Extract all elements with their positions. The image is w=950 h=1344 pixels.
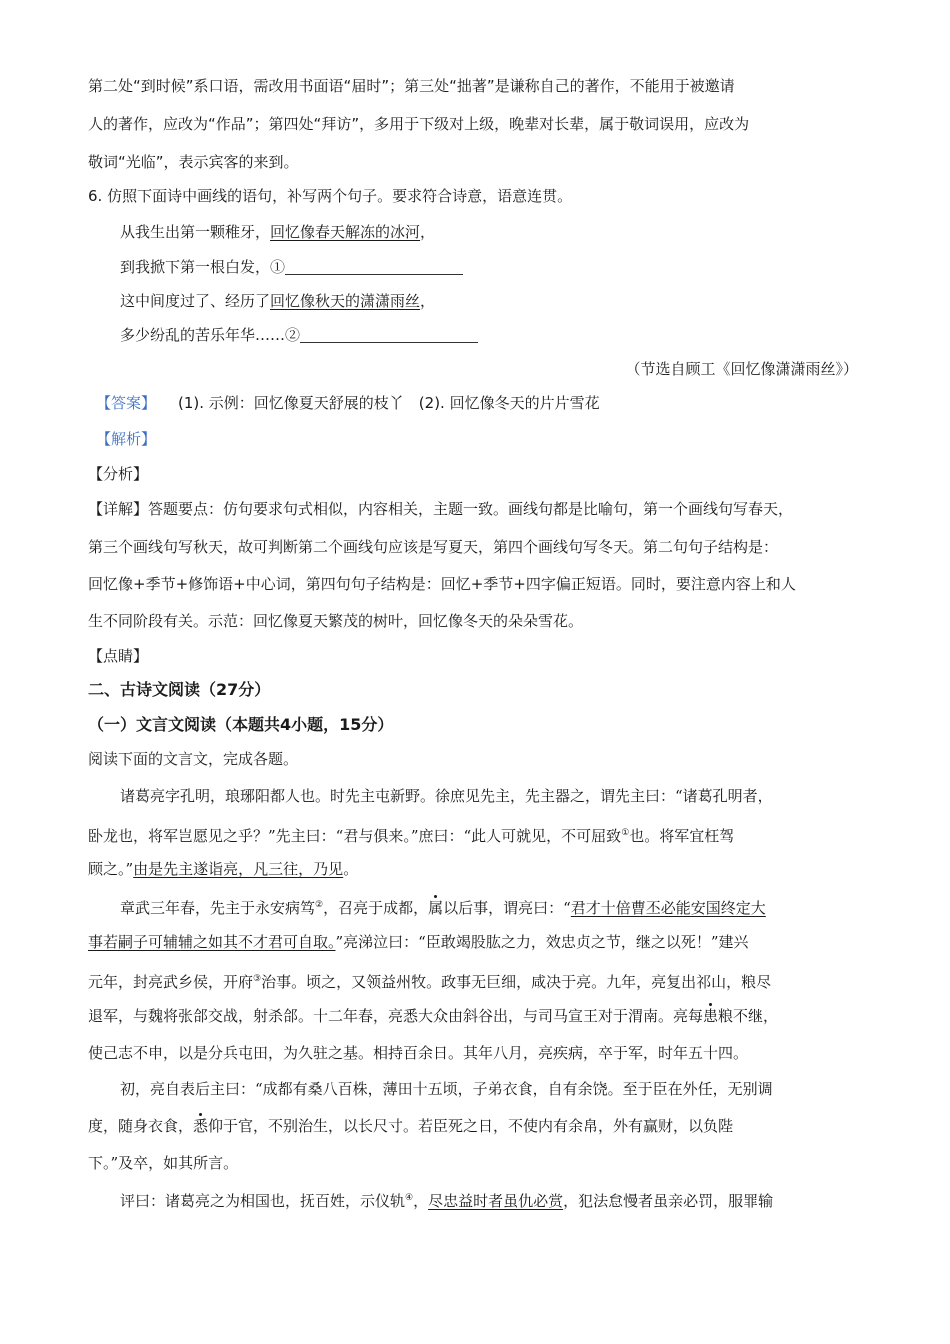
classical-text-line: 使己志不申，以是分兵屯田，为久驻之基。相持百余日。其年八月，亮疾病，卒于军，时年五十四。 [88,1044,749,1062]
underlined-sentence: 君才十倍曹丕必能安国终定大 [570,899,766,917]
section-heading: 二、古诗文阅读（27分） [88,680,271,699]
classical-text-line: 诸葛亮字孔明，琅琊阳都人也。时先主屯新野。徐庶见先主，先主器之，谓先主曰：“诸葛孔明者， [120,787,773,805]
poem-line-2: 到我掀下第一根白发，① [120,257,463,277]
question-6: 6. 仿照下面诗中画线的语句，补写两个句子。要求符合诗意，语意连贯。 [88,187,573,205]
classical-text-line: 下。”及卒，如其所言。 [88,1154,239,1172]
text-line: 敬词“光临”，表示宾客的来到。 [88,153,299,171]
answer-blank-1 [285,258,463,275]
explanation-line: 【详解】答题要点：仿句要求句式相似，内容相关，主题一致。画线句都是比喻句，第一个画线句写春天， [88,500,794,518]
underlined-phrase: 回忆像秋天的潇潇雨丝 [270,292,421,310]
classical-text-line: 退军，与魏将张郃交战，射杀郃。十二年春，亮悉大众由斜谷出，与司马宣王对于渭南。亮每患粮不继， [88,1007,779,1025]
classical-text-line: 元年，封亮武乡侯，开府③治事。顷之，又领益州牧。政事无巨细，咸决于亮。九年，亮复出祁山，粮尽 [88,973,772,991]
dotted-character: 患 [703,1007,719,1025]
classical-text-line: 卧龙也，将军岂愿见之乎？”先主曰：“君与俱来。”庶曰：“此人可就见，不可屈致①也。将军宜枉驾 [88,827,735,845]
underlined-sentence: 尽忠益时者虽仇必赏 [428,1192,564,1210]
dotted-character: 属 [428,899,444,917]
classical-text-line: 章武三年春，先主于永安病笃②，召亮于成都，属以后事，谓亮曰：“君才十倍曹丕必能安国终定大 [120,899,766,917]
text-line: 第二处“到时候”系口语，需改用书面语“届时”；第三处“拙著”是谦称自己的著作，不能用于被邀请 [88,77,735,95]
instruction-line: 阅读下面的文言文，完成各题。 [88,750,299,768]
jiexi-tag: 【解析】 [96,430,157,448]
dianjing-tag: 【点睛】 [88,647,149,665]
explanation-line: 第三个画线句写秋天，故可判断第二个画线句应该是写夏天，第四个画线句写冬天。第二句句子结构是： [88,538,779,556]
answer-blank-2 [300,326,478,343]
explanation-line: 回忆像+季节+修饰语+中心词，第四句句子结构是：回忆+季节+四字偏正短语。同时，要注意内容上和人 [88,575,796,593]
classical-text-line: 度，随身衣食，悉仰于官，不别治生，以长尺寸。若臣死之日，不使内有余帛，外有赢财，以负陛 [88,1117,734,1135]
fenxi-tag: 【分析】 [88,465,149,483]
poem-line-3: 这中间度过了、经历了回忆像秋天的潇潇雨丝， [120,292,436,310]
classical-text-line: 事若嗣子可辅辅之如其不才君可自取。”亮涕泣曰：“臣敢竭股肱之力，效忠贞之节，继之以死！”建兴 [88,933,749,951]
answer-line: 【答案】 (1). 示例：回忆像夏天舒展的枝丫 (2). 回忆像冬天的片片雪花 [96,394,600,412]
poem-line-4: 多少纷乱的苦乐年华……② [120,325,478,345]
answer-tag: 【答案】 [96,394,157,412]
poem-source: （节选自顾工《回忆像潇潇雨丝》） [625,360,858,378]
explanation-line: 生不同阶段有关。示范：回忆像夏天繁茂的树叶，回忆像冬天的朵朵雪花。 [88,612,584,630]
underlined-sentence: 由是先主遂诣亮，凡三往，乃见 [133,860,344,878]
text-line: 人的著作，应改为“作品”；第四处“拜访”，多用于下级对上级，晚辈对长辈，属于敬词误用，应改为 [88,115,750,133]
classical-text-line: 评曰：诸葛亮之为相国也，抚百姓，示仪轨④，尽忠益时者虽仇必赏，犯法怠慢者虽亲必罚，服罪输 [120,1192,774,1210]
underlined-sentence: 事若嗣子可辅辅之如其不才君可自取。 [88,933,336,951]
dotted-character: 悉 [193,1117,209,1135]
subsection-heading: （一）文言文阅读（本题共4小题，15分） [88,715,394,734]
poem-line-1: 从我生出第一颗稚牙，回忆像春天解冻的冰河， [120,223,436,241]
underlined-phrase: 回忆像春天解冻的冰河 [270,223,421,241]
classical-text-line: 顾之。”由是先主遂诣亮，凡三往，乃见。 [88,860,359,878]
classical-text-line: 初，亮自表后主曰：“成都有桑八百株，薄田十五顷，子弟衣食，自有余饶。至于臣在外任，无别调 [120,1080,773,1098]
